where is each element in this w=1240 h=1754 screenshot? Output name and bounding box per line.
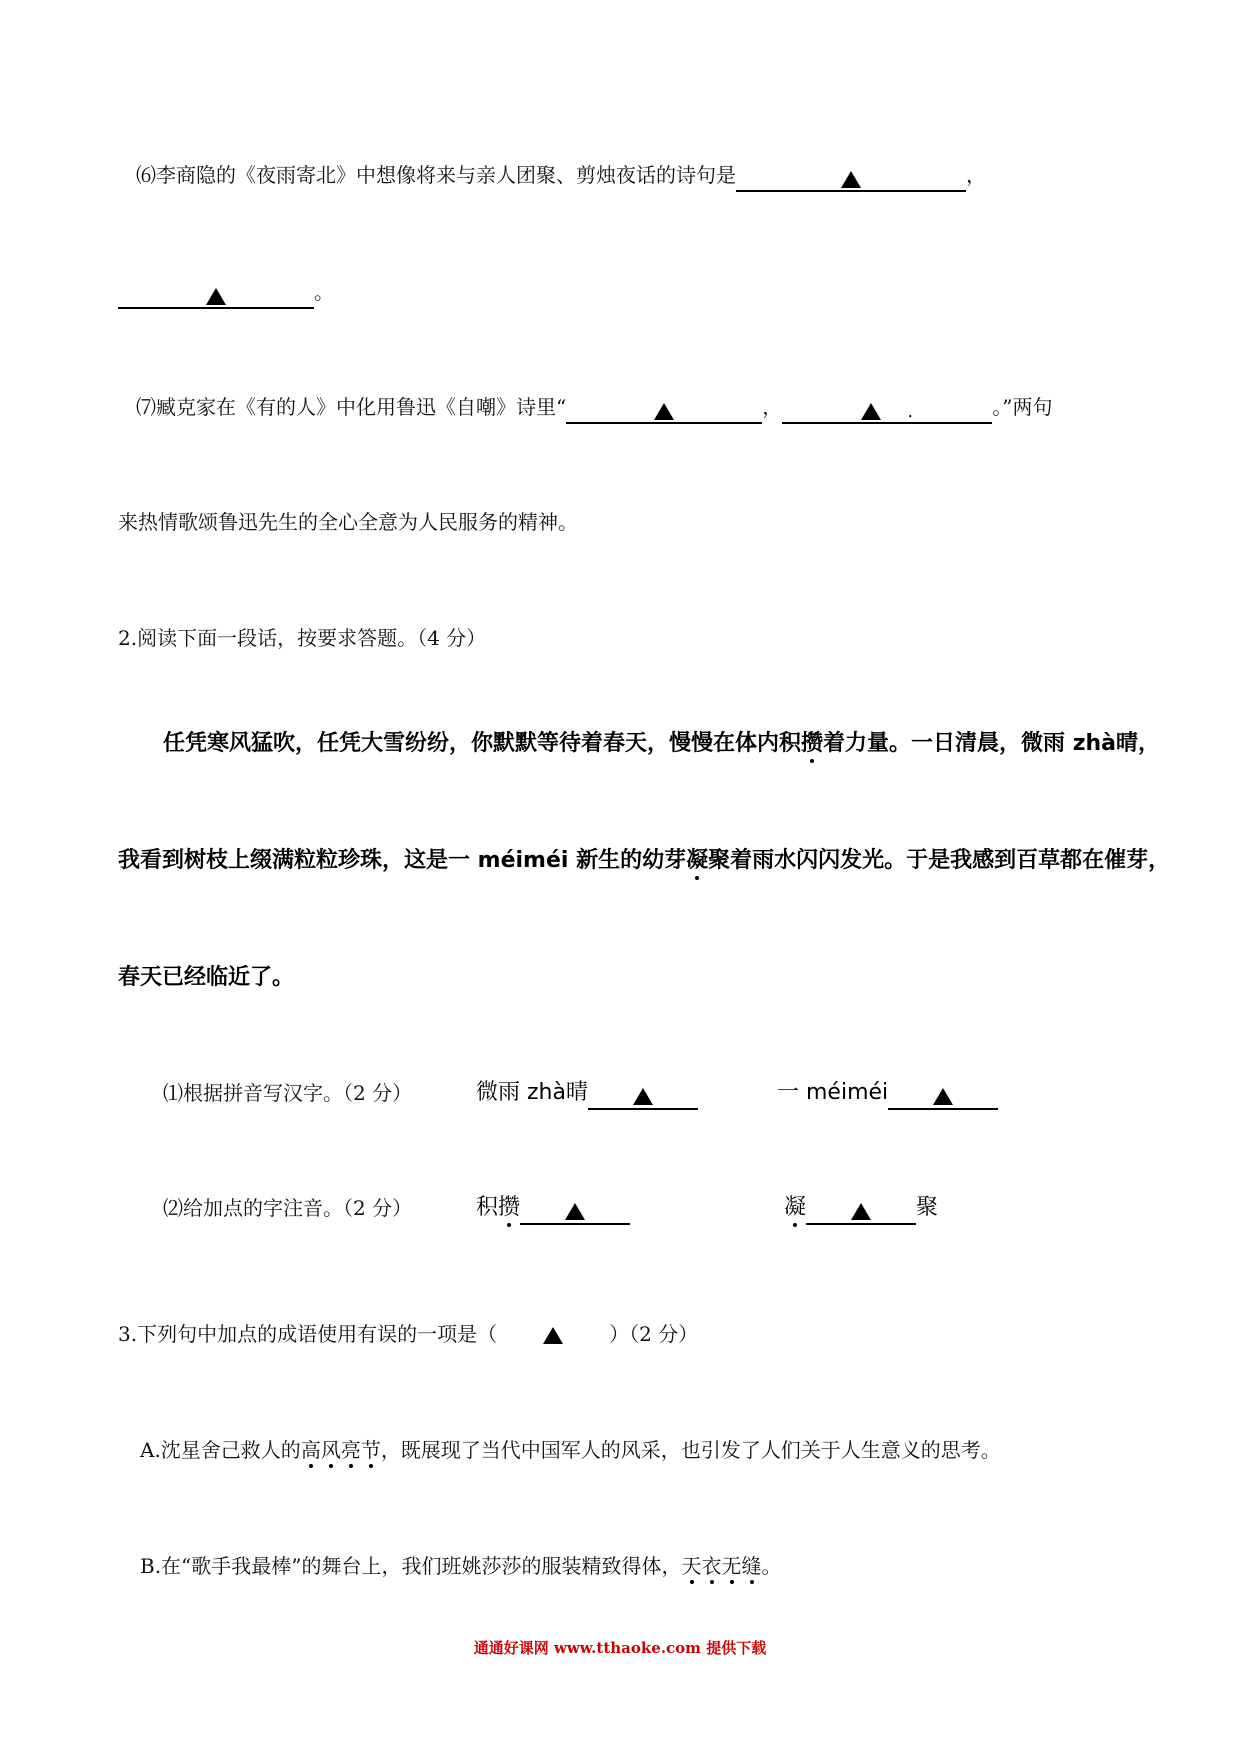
q2-sub1-b-text: 一 méiméi — [777, 1080, 889, 1105]
triangle-up-icon — [861, 403, 881, 420]
footer-watermark[interactable]: 通通好课网 www.tthaoke.com 提供下载 — [473, 1639, 767, 1657]
q1-7-line2: 来热情歌颂鲁迅先生的全心全意为人民服务的精神。 — [118, 510, 578, 534]
q2-sub2-blank-2[interactable] — [806, 1199, 916, 1225]
q2-title: 2.阅读下面一段话，按要求答题。（4 分） — [118, 626, 487, 650]
q3-optB-a: B.在“歌手我最棒”的舞台上，我们班姚莎莎的服装精致得体， — [140, 1554, 682, 1578]
q3-answer-slot[interactable] — [497, 1324, 609, 1344]
dotted-char: 天 — [681, 1554, 702, 1578]
q2-para1-a: 任凭寒风猛吹，任凭大雪纷纷，你默默等待着春天，慢慢在体内积 — [163, 731, 802, 756]
dotted-char: 攒 — [498, 1195, 521, 1220]
q1-7-blank-1[interactable] — [566, 398, 762, 424]
q2-sub2-label: ⑵给加点的字注音。（2 分） — [163, 1196, 413, 1220]
triangle-up-icon — [654, 403, 674, 420]
q3-option-a[interactable] — [140, 1440, 1001, 1460]
dotted-char: 凝 — [686, 848, 709, 873]
q2-sub1-a-text: 微雨 zhà晴 — [476, 1080, 588, 1105]
q2-sub1-blank-2[interactable] — [888, 1084, 998, 1110]
q1-7-line1 — [136, 397, 1052, 424]
q2-para1-b: 着力量。一日清晨，微雨 zhà晴， — [823, 731, 1161, 756]
triangle-up-icon — [841, 171, 861, 188]
q1-6-blank-2[interactable] — [118, 283, 314, 309]
dotted-char: 缝 — [741, 1554, 762, 1578]
triangle-up-icon — [543, 1327, 563, 1344]
q2-sub1-b — [777, 1082, 998, 1110]
dotted-char: 凝 — [784, 1195, 807, 1220]
q1-6-end: 。 — [314, 280, 334, 304]
q1-6-blank-1[interactable] — [736, 166, 966, 192]
q1-6-prefix: ⑹李商隐的《夜雨寄北》中想像将来与亲人团聚、剪烛夜话的诗句是 — [136, 163, 736, 187]
q2-para-line1 — [163, 733, 1160, 755]
q3-optA-a: A.沈星舍己救人的 — [140, 1438, 301, 1462]
q2-sub2-a1: 积 — [476, 1195, 499, 1220]
q3-title-a: 3.下列句中加点的成语使用有误的一项是（ — [118, 1322, 498, 1346]
q2-sub2-a — [476, 1197, 630, 1225]
triangle-up-icon — [851, 1203, 871, 1220]
q2-sub1-blank-1[interactable] — [588, 1084, 698, 1110]
q1-6-line2 — [118, 282, 334, 309]
triangle-up-icon — [565, 1203, 585, 1220]
q1-7-prefix: ⑺臧克家在《有的人》中化用鲁迅《自嘲》诗里“ — [136, 395, 567, 419]
dotted-char: 亮 — [340, 1438, 361, 1462]
q3-option-b[interactable] — [140, 1556, 782, 1576]
q1-7-dot: . — [907, 401, 914, 422]
q2-sub1-a — [476, 1082, 698, 1110]
q2-sub2-b — [784, 1197, 938, 1225]
triangle-up-icon — [633, 1088, 653, 1105]
q3-optA-b: ，既展现了当代中国军人的风采，也引发了人们关于人生意义的思考。 — [380, 1438, 1001, 1462]
q2-para2-a: 我看到树枝上缀满粒粒珍珠，这是一 méiméi 新生的幼芽 — [118, 848, 687, 873]
q2-para2-b: 聚着雨水闪闪发光。于是我感到百草都在催芽， — [708, 848, 1171, 873]
q3-title-b: ）（2 分） — [609, 1322, 699, 1346]
triangle-up-icon — [933, 1088, 953, 1105]
q2-sub2-blank-1[interactable] — [520, 1199, 630, 1225]
dotted-char: 无 — [721, 1554, 742, 1578]
q1-7-sep: ， — [762, 395, 783, 419]
q1-7-blank-2[interactable] — [782, 398, 992, 424]
q2-sub1-label: ⑴根据拼音写汉字。（2 分） — [163, 1081, 413, 1105]
q2-para-line3: 春天已经临近了。 — [118, 965, 295, 990]
q3-title — [118, 1324, 698, 1344]
q2-para-line2 — [118, 850, 1170, 872]
dotted-char: 节 — [360, 1438, 381, 1462]
q2-sub2-b2: 聚 — [916, 1195, 939, 1220]
dotted-char: 攒 — [801, 731, 824, 756]
dotted-char: 风 — [320, 1438, 341, 1462]
dotted-char: 高 — [300, 1438, 321, 1462]
q1-6-line1 — [136, 165, 986, 192]
q1-7-end: 。”两句 — [992, 395, 1053, 419]
triangle-up-icon — [206, 288, 226, 305]
q1-6-sep: ， — [966, 163, 986, 187]
dotted-char: 衣 — [701, 1554, 722, 1578]
q3-optB-b: 。 — [761, 1554, 782, 1578]
